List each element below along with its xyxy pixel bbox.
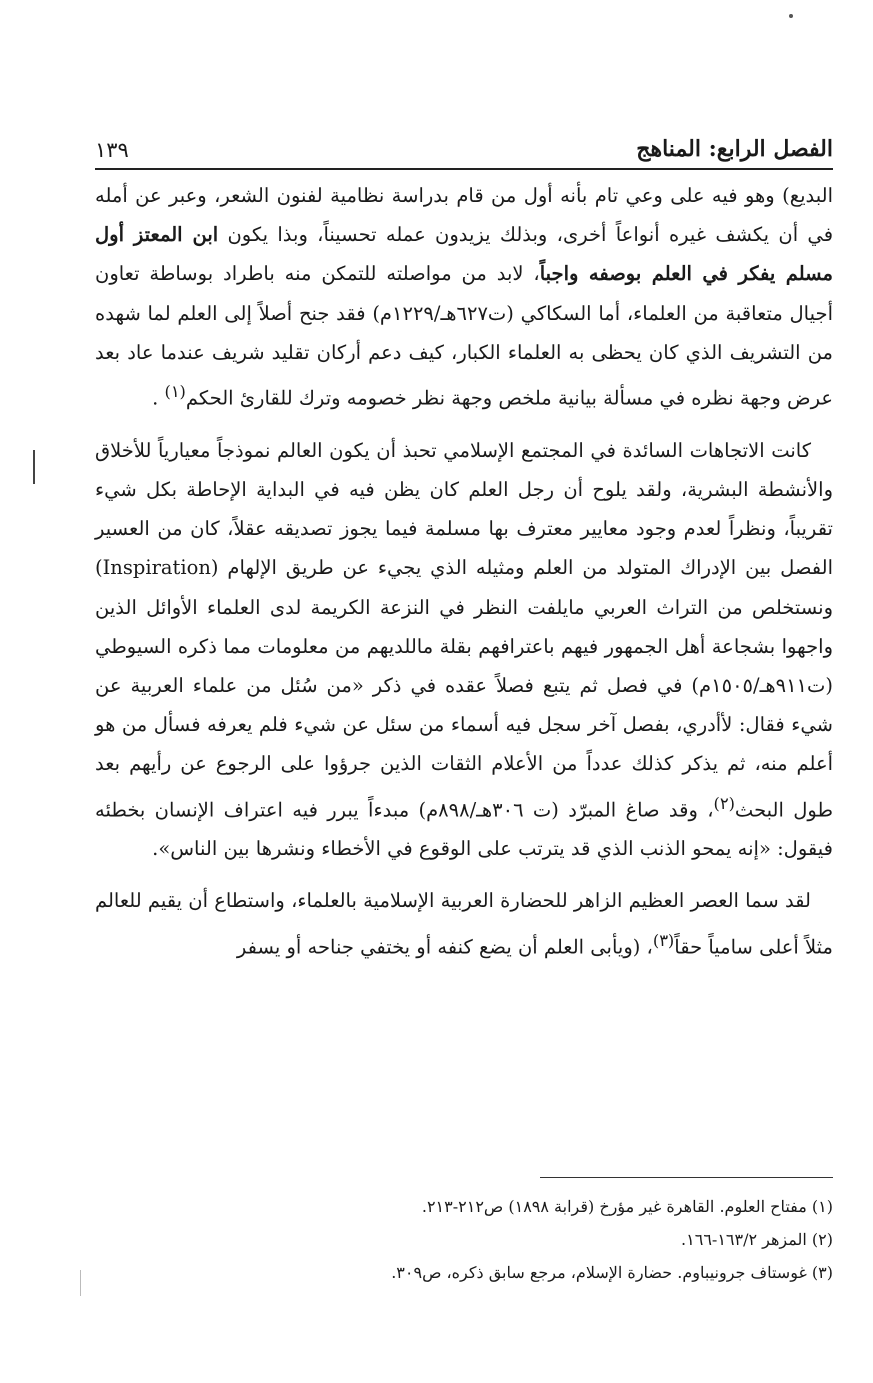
- paragraph-1-text-a: البديع) وهو فيه على وعي تام بأنه أول من قام بدراسة نظامية لفنون الشعر، وعبر عن أمله في أن يكشف غيره أنواعاً أخرى، وبذلك يزيدون عمله تحسيناً، وبذا يكون: [95, 184, 834, 247]
- paragraph-1-text-c: .: [152, 386, 165, 410]
- paragraph-2: [95, 431, 833, 869]
- footnote-ref-2[interactable]: (٢): [713, 793, 735, 813]
- footnote-ref-3[interactable]: (٣): [652, 930, 675, 950]
- paragraph-1-text-b: ، لابد من مواصلته للتمكن منه باطراد بوساطة تعاون أجيال متعاقبة من العلماء، أما السكاكي (ت٦٢٧هـ/١٢٢٩م) فقد جنح أصلاً إلى العلم لما شهده من التشريف الذي كان يحظى به العلماء الكبار، كيف دعم أركان تقليد شريف عندما عاد بعد عرض وجهة نظره في مسألة بيانية ملخص وجهة نظر خصومه وترك للقارئ الحكم: [95, 262, 833, 410]
- footnote-2: (٢) المزهر ١٦٣/٢-١٦٦.: [681, 1230, 833, 1249]
- chapter-title: الفصل الرابع: المناهج: [636, 136, 833, 162]
- paragraph-3: [95, 881, 833, 966]
- paragraph-1: [95, 176, 833, 418]
- footnote-3: (٣) غوستاف جرونيباوم. حضارة الإسلام، مرجع سابق ذكره، ص٣٠٩.: [391, 1263, 833, 1282]
- page-number: ١٣٩: [95, 138, 129, 162]
- scan-speck: [789, 14, 793, 18]
- running-header: [95, 122, 833, 170]
- footnote-ref-1[interactable]: (١): [164, 382, 186, 402]
- scan-mark: [80, 1270, 81, 1296]
- footnote-divider: [540, 1177, 833, 1178]
- paragraph-1-bold: ابن المعتز أول مسلم يفكر في العلم بوصفه واجباً: [95, 223, 834, 286]
- footnote-1: (١) مفتاح العلوم. القاهرة غير مؤرخ (قرابة ١٨٩٨) ص٢١٢-٢١٣.: [421, 1197, 833, 1216]
- paragraph-3-text-a: لقد سما العصر العظيم الزاهر للحضارة العربية الإسلامية بالعلماء، واستطاع أن يقيم للعالم مثلاً أعلى سامياً حقاً: [95, 889, 833, 959]
- margin-mark: [33, 450, 35, 484]
- main-text: [95, 176, 833, 966]
- paragraph-2-text-b: ، وقد صاغ المبرّد (ت ٣٠٦هـ/٨٩٨م) مبدءاً يبرر فيه اعتراف الإنسان بخطئه فيقول: «إنه يمحو الذنب الذي قد يترتب على الوقوع في الأخطاء ونشرها بين الناس».: [95, 798, 833, 861]
- footnotes: [95, 1190, 833, 1289]
- paragraph-2-text-a: كانت الاتجاهات السائدة في المجتمع الإسلامي تحبذ أن يكون العالم نموذجاً معيارياً للأخلاق والأنشطة البشرية، ولقد يلوح أن رجل العلم كان يظن فيه في البداية الإحاطة بكل شيء تقريباً، ونظراً لعدم وجود معايير معترف بها مسلمة فيما يجوز تصديقه عقلاً، كان من العسير الفصل بين الإدراك المتولد من العلم ومثيله الذي يجيء عن طريق الإلهام (Inspiration) ونستخلص من التراث العربي مايلفت النظر في النزعة الكريمة لدى العلماء الأوائل الذين واجهوا بشجاعة أهل الجمهور فيهم باعترافهم بقلة ماللديهم من معلومات مما ذكره السيوطي (ت٩١١هـ/١٥٠٥م) في فصل ثم يتبع فصلاً عقده في ذكر «من سُئل من علماء العربية عن شيء فقال: لأأدري، بفصل آخر سجل فيه أسماء من سئل عن شيء فلم يعرفه فسأل من هو أعلم منه، ثم يذكر كذلك عدداً من الأعلام الثقات الذين جرؤوا على الرجوع عن رأيهم بعد طول البحث: [95, 438, 833, 822]
- paragraph-3-text-b: ، (ويأبى العلم أن يضع كنفه أو يختفي جناحه أو يسفر: [236, 935, 653, 959]
